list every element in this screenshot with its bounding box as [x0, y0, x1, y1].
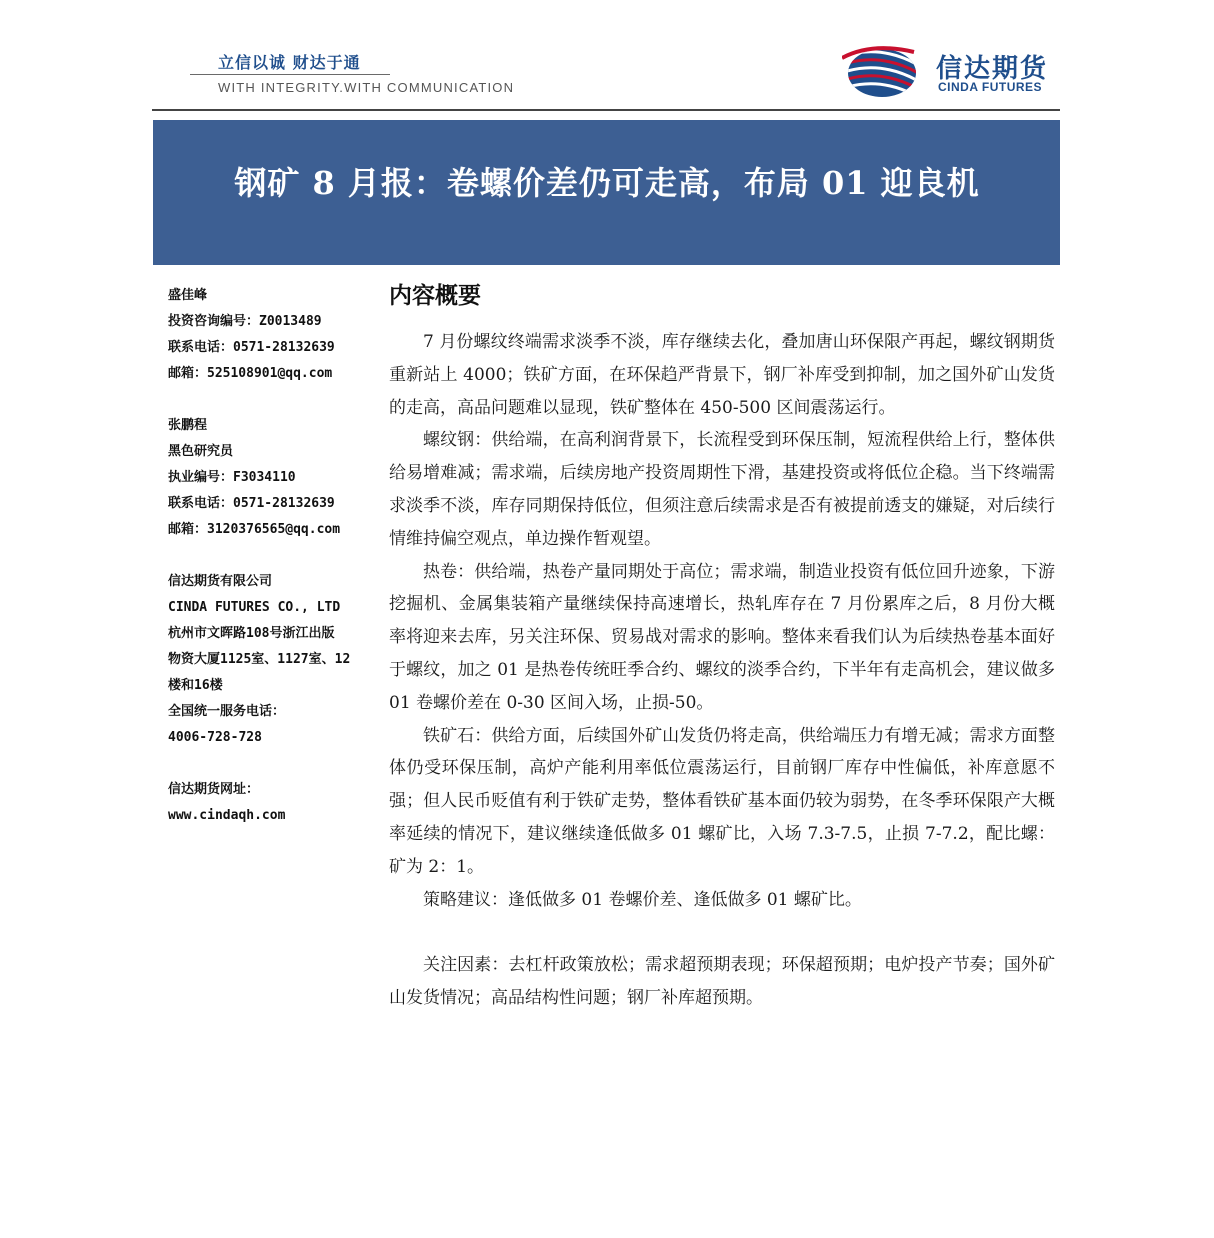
company-address-line1: 杭州市文晖路108号浙江出版: [168, 626, 335, 641]
author-sidebar: [168, 283, 378, 829]
cinda-logo-icon: [842, 46, 922, 98]
analyst2-name: 张鹏程: [168, 418, 208, 433]
page-header: [0, 0, 1214, 112]
analyst1-phone: 联系电话：0571-28132639: [168, 340, 335, 355]
logo-text-en: CINDA FUTURES: [938, 80, 1043, 94]
website-link[interactable]: www.cindaqh.com: [168, 808, 286, 823]
company-name-en: CINDA FUTURES CO., LTD: [168, 600, 341, 615]
logo-text-cn: 信达期货: [936, 54, 1049, 84]
analyst1-name: 盛佳峰: [168, 288, 208, 303]
analyst2-phone: 联系电话：0571-28132639: [168, 496, 335, 511]
analyst2-license: 执业编号：F3034110: [168, 470, 296, 485]
strategy-paragraph: 策略建议：逢低做多 01 卷螺价差、逢低做多 01 螺矿比。: [423, 889, 862, 910]
company-address-line3: 楼和16楼: [168, 678, 223, 693]
slogan-divider: [190, 74, 390, 75]
summary-paragraph: 铁矿石：供给方面，后续国外矿山发货仍将走高，供给端压力有增无减；需求方面整体仍受环保压制，高炉产能利用率低位震荡运行，目前钢厂库存中性偏低，补库意愿不强；但人民币贬值有利于铁矿走势，整体看铁矿基本面仍较为弱势，在冬季环保限产大概率延续的情况下，建议继续逢低做多 01 螺矿比，入场 7.3-7.5，止损 7-7.2，配比螺：矿为 2：1。: [389, 725, 1055, 877]
analyst1-email[interactable]: 邮箱：525108901@qq.com: [168, 366, 333, 381]
header-divider: [152, 109, 1060, 111]
hotline-label: 全国统一服务电话：: [168, 704, 286, 719]
summary-paragraph: 螺纹钢：供给端，在高利润背景下，长流程受到环保压制，短流程供给上行，整体供给易增难减；需求端，后续房地产投资周期性下滑，基建投资或将低位企稳。当下终端需求淡季不淡，库存同期保持低位，但须注意后续需求是否有被提前透支的嫌疑，对后续行情维持偏空观点，单边操作暂观望。: [389, 430, 1055, 549]
analyst1-license: 投资咨询编号：Z0013489: [168, 314, 322, 329]
website-label: 信达期货网址：: [168, 782, 260, 797]
report-title: [0, 158, 1214, 204]
summary-paragraph: 热卷：供给端，热卷产量同期处于高位；需求端，制造业投资有低位回升迹象，下游挖掘机、金属集装箱产量继续保持高速增长，热轧库存在 7 月份累库之后，8 月份大概率将迎来去库，另关注环保、贸易战对需求的影响。整体来看我们认为后续热卷基本面好于螺纹，加之 01 是热卷传统旺季合约、螺纹的淡季合约，下半年有走高机会，建议做多 01 卷螺价差在 0-30 区间入场，止损-50。: [389, 561, 1055, 713]
summary-paragraph: 7 月份螺纹终端需求淡季不淡，库存继续去化，叠加唐山环保限产再起，螺纹钢期货重新站上 4000；铁矿方面，在环保趋严背景下，钢厂补库受到抑制，加之国外矿山发货的走高，高品问题难以显现，铁矿整体在 450-500 区间震荡运行。: [389, 332, 1055, 418]
report-title-text: 钢矿 8 月报：卷螺价差仍可走高，布局 01 迎良机: [234, 164, 980, 202]
company-address-line2: 物资大厦1125室、1127室、12: [168, 652, 351, 667]
hotline-number: 4006-728-728: [168, 730, 262, 745]
section-title: 内容概要: [389, 282, 481, 309]
slogan-en: WITH INTEGRITY.WITH COMMUNICATION: [218, 80, 515, 95]
slogan-cn: 立信以诚 财达于通: [218, 53, 361, 72]
company-name-cn: 信达期货有限公司: [168, 574, 273, 589]
focus-factors-paragraph: 关注因素：去杠杆政策放松；需求超预期表现；环保超预期；电炉投产节奏；国外矿山发货情况；高品结构性问题；钢厂补库超预期。: [389, 955, 1055, 1009]
analyst2-title: 黑色研究员: [168, 444, 234, 459]
analyst2-email[interactable]: 邮箱：3120376565@qq.com: [168, 522, 341, 537]
report-summary: [389, 278, 1055, 1015]
